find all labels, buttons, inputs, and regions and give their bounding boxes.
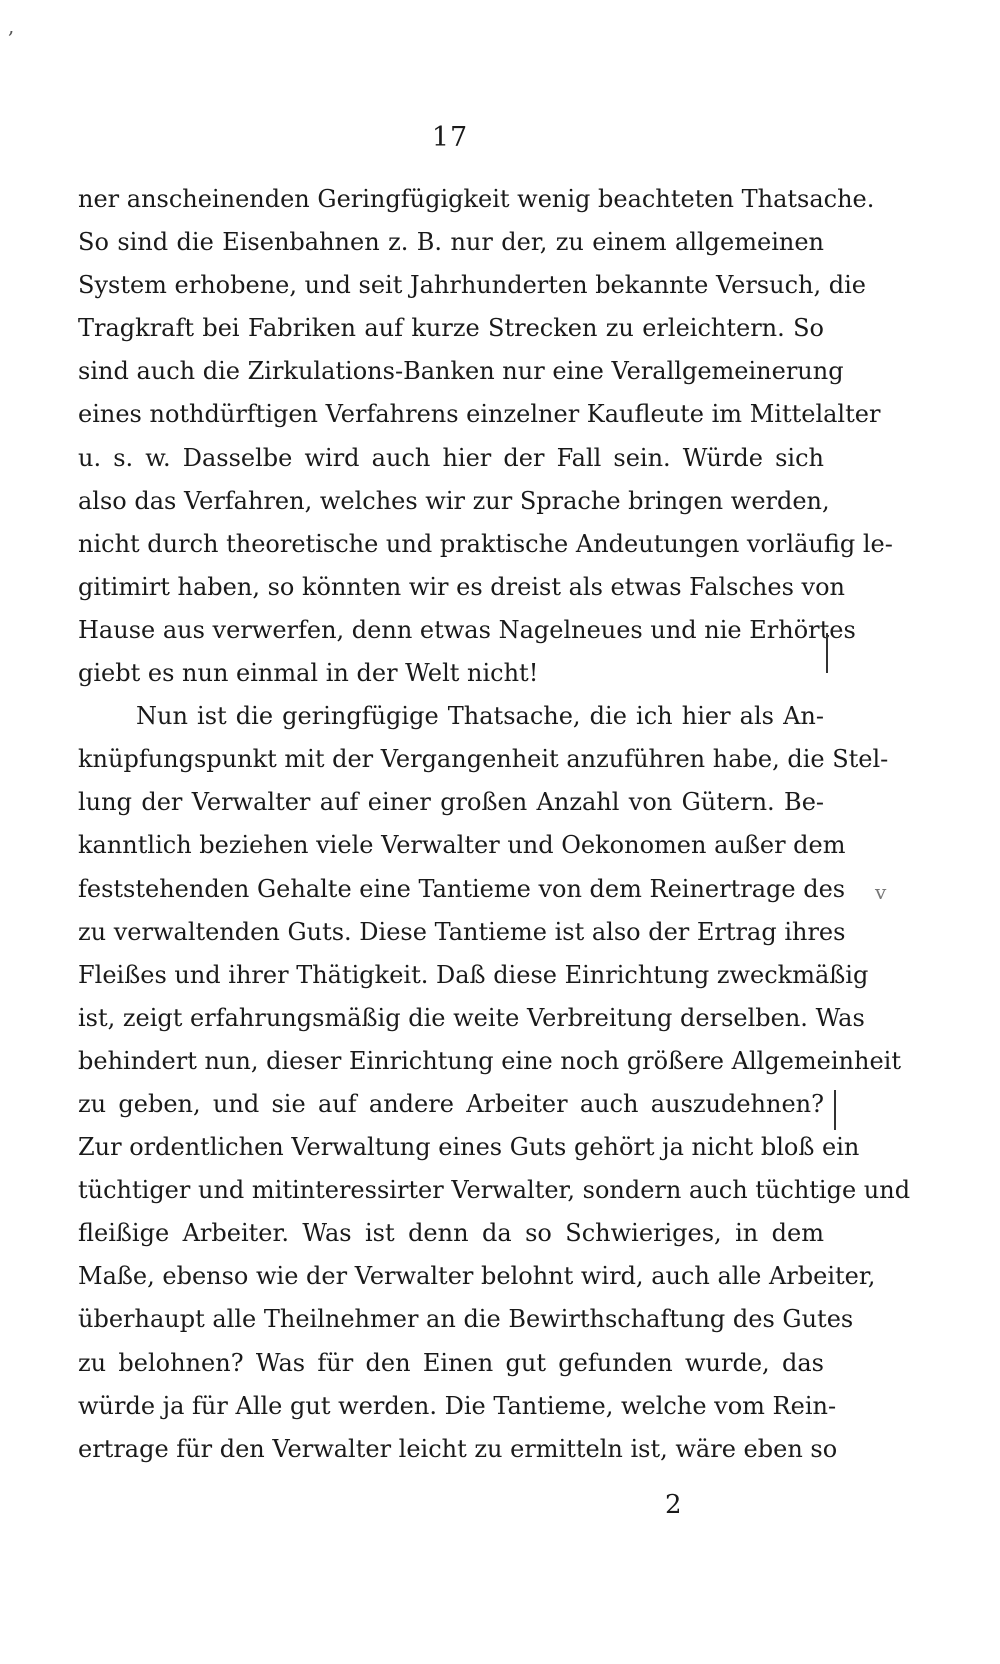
text-line: tüchtiger und mitinteressirter Verwalter, sondern auch tüchtige und — [78, 1176, 911, 1205]
margin-mark — [826, 633, 832, 673]
text-line: lung der Verwalter auf einer großen Anzahl von Gütern. Be- — [78, 788, 824, 817]
text-line: Nun ist die geringfügige Thatsache, die ich hier als An- — [136, 702, 824, 731]
margin-mark: v — [875, 880, 887, 904]
margin-mark — [834, 1090, 840, 1130]
text-line: würde ja für Alle gut werden. Die Tantieme, welche vom Rein- — [78, 1391, 837, 1420]
text-line: ner anscheinenden Geringfügigkeit wenig beachteten Thatsache. — [78, 185, 875, 213]
text-line: u. s. w. Dasselbe wird auch hier der Fall sein. Würde sich — [78, 443, 824, 472]
text-line: sind auch die Zirkulations-Banken nur eine Verallgemeinerung — [78, 357, 844, 386]
text-line: Tragkraft bei Fabriken auf kurze Strecken zu erleichtern. So — [78, 314, 824, 343]
margin-mark: , — [8, 14, 15, 38]
text-line: überhaupt alle Theilnehmer an die Bewirthschaftung des Gutes — [78, 1305, 854, 1334]
text-line: knüpfungspunkt mit der Vergangenheit anzuführen habe, die Stel- — [78, 745, 889, 774]
text-line: zu verwaltenden Guts. Diese Tantieme ist also der Ertrag ihres — [78, 917, 846, 946]
text-line: feststehenden Gehalte eine Tantieme von dem Reinertrage des — [78, 874, 846, 903]
signature-mark: 2 — [665, 1490, 682, 1520]
text-line: nicht durch theoretische und praktische Andeutungen vorläufig le- — [78, 529, 893, 558]
page-number: 17 — [431, 122, 469, 153]
text-line: Hause aus verwerfen, denn etwas Nagelneues und nie Erhörtes — [78, 615, 856, 644]
text-line: Fleißes und ihrer Thätigkeit. Daß diese Einrichtung zweckmäßig — [78, 960, 869, 989]
text-line: fleißige Arbeiter. Was ist denn da so Schwieriges, in dem — [78, 1219, 824, 1248]
text-line: zu belohnen? Was für den Einen gut gefunden wurde, das — [78, 1348, 824, 1377]
text-line: ertrage für den Verwalter leicht zu ermitteln ist, wäre eben so — [78, 1434, 838, 1463]
text-line: So sind die Eisenbahnen z. B. nur der, zu einem allgemeinen — [78, 228, 824, 257]
text-line: Maße, ebenso wie der Verwalter belohnt wird, auch alle Arbeiter, — [78, 1262, 876, 1291]
body-text — [78, 178, 911, 1471]
text-line: behindert nun, dieser Einrichtung eine noch größere Allgemeinheit — [78, 1046, 901, 1075]
text-line: zu geben, und sie auf andere Arbeiter auch auszudehnen? — [78, 1089, 824, 1118]
text-line: System erhobene, und seit Jahrhunderten bekannte Versuch, die — [78, 271, 866, 300]
text-line: eines nothdürftigen Verfahrens einzelner Kaufleute im Mittelalter — [78, 400, 881, 429]
text-line: ist, zeigt erfahrungsmäßig die weite Verbreitung derselben. Was — [78, 1003, 865, 1032]
text-line: giebt es nun einmal in der Welt nicht! — [78, 659, 539, 688]
text-line: gitimirt haben, so könnten wir es dreist als etwas Falsches von — [78, 572, 846, 601]
text-line: Zur ordentlichen Verwaltung eines Guts gehört ja nicht bloß ein — [78, 1133, 860, 1162]
text-line: kanntlich beziehen viele Verwalter und Oekonomen außer dem — [78, 831, 846, 860]
text-line: also das Verfahren, welches wir zur Sprache bringen werden, — [78, 486, 830, 515]
